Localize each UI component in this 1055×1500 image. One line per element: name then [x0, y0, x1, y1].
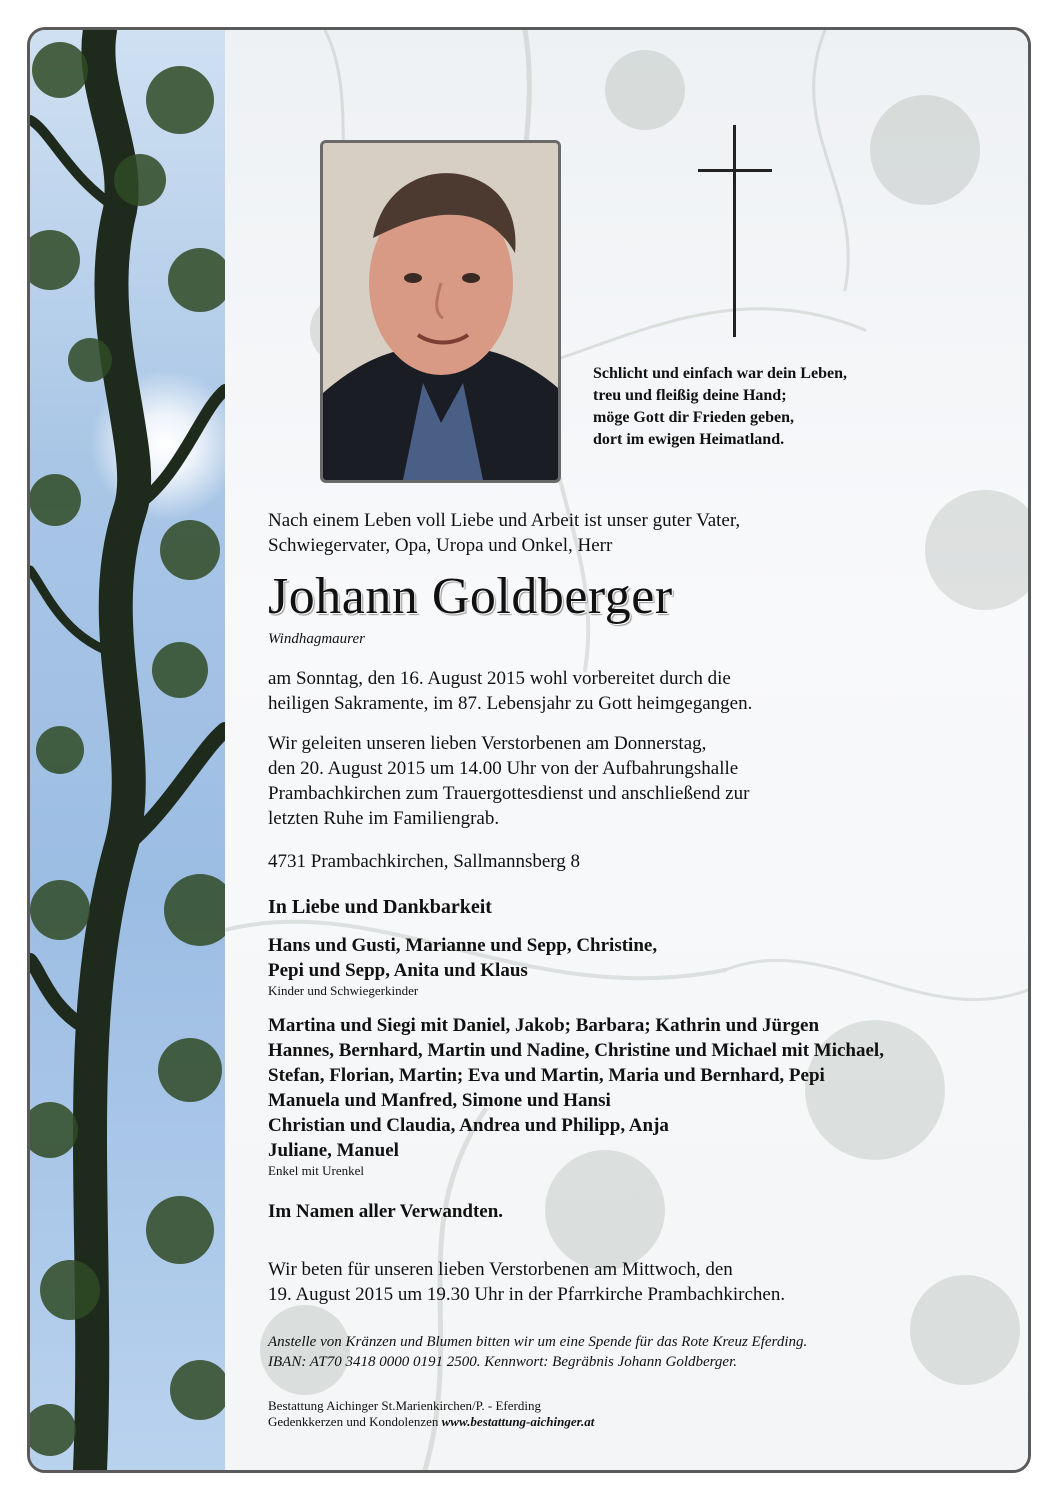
condolence-line	[268, 1414, 1008, 1430]
grandchildren-line: Juliane, Manuel	[268, 1140, 399, 1161]
address: 4731 Prambachkirchen, Sallmannsberg 8	[268, 851, 581, 872]
donation-line: Anstelle von Kränzen und Blumen bitten wir um eine Spende für das Rote Kreuz Eferding.	[268, 1334, 808, 1350]
prayer-line: 19. August 2015 um 19.30 Uhr in der Pfarrkirche Prambachkirchen.	[268, 1284, 786, 1305]
prayer-notice	[268, 1257, 1008, 1307]
relatives: Im Namen aller Verwandten.	[268, 1201, 504, 1222]
death-notice	[268, 666, 1008, 716]
grandchildren	[268, 1013, 1008, 1179]
footer	[268, 1398, 1008, 1430]
condolence-prefix: Gedenkkerzen und Kondolenzen	[268, 1414, 439, 1429]
donation-line: IBAN: AT70 3418 0000 0191 2500. Kennwort: Begräbnis Johann Goldberger.	[268, 1354, 738, 1370]
obituary-card	[27, 27, 1031, 1473]
children-line: Pepi und Sepp, Anita und Klaus	[268, 960, 528, 981]
intro-line: Nach einem Leben voll Liebe und Arbeit ist unser guter Vater,	[268, 510, 741, 531]
grandchildren-line: Manuela und Manfred, Simone und Hansi	[268, 1090, 611, 1111]
donation-notice	[268, 1332, 1008, 1372]
grandchildren-line: Stefan, Florian, Martin; Eva und Martin, Maria und Bernhard, Pepi	[268, 1065, 825, 1086]
children-line: Hans und Gusti, Marianne und Sepp, Christine,	[268, 935, 658, 956]
children	[268, 933, 1008, 999]
funeral-line: Prambachkirchen zum Trauergottesdienst und anschließend zur	[268, 783, 750, 804]
obituary-text	[268, 508, 1008, 1430]
poem-line: Schlicht und einfach war dein Leben,	[593, 365, 847, 382]
death-line: am Sonntag, den 16. August 2015 wohl vorbereitet durch die	[268, 668, 731, 689]
funeral-line: letzten Ruhe im Familiengrab.	[268, 808, 500, 829]
poem-line: treu und fleißig deine Hand;	[593, 387, 787, 404]
tree-photo	[30, 30, 225, 1470]
funeral-notice	[268, 731, 1008, 831]
intro	[268, 508, 1008, 558]
grandchildren-line: Christian und Claudia, Andrea und Philipp, Anja	[268, 1115, 669, 1136]
gratitude-heading: In Liebe und Dankbarkeit	[268, 896, 492, 918]
grandchildren-line: Martina und Siegi mit Daniel, Jakob; Barbara; Kathrin und Jürgen	[268, 1015, 820, 1036]
prayer-line: Wir beten für unseren lieben Verstorbenen am Mittwoch, den	[268, 1259, 733, 1280]
portrait-photo	[320, 140, 561, 483]
cross-icon	[698, 125, 772, 337]
funeral-line: Wir geleiten unseren lieben Verstorbenen am Donnerstag,	[268, 733, 707, 754]
death-line: heiligen Sakramente, im 87. Lebensjahr zu Gott heimgegangen.	[268, 693, 753, 714]
undertaker: Bestattung Aichinger St.Marienkirchen/P. - Eferding	[268, 1398, 541, 1413]
poem-line: möge Gott dir Frieden geben,	[593, 409, 795, 426]
funeral-line: den 20. August 2015 um 14.00 Uhr von der Aufbahrungshalle	[268, 758, 739, 779]
nickname: Windhagmaurer	[268, 631, 365, 647]
website-link[interactable]: www.bestattung-aichinger.at	[441, 1414, 595, 1429]
children-label: Kinder und Schwiegerkinder	[268, 983, 419, 998]
grandchildren-line: Hannes, Bernhard, Martin und Nadine, Christine und Michael mit Michael,	[268, 1040, 884, 1061]
grandchildren-label: Enkel mit Urenkel	[268, 1163, 365, 1178]
poem	[593, 363, 847, 451]
deceased-name: Johann Goldberger	[268, 568, 673, 625]
intro-line: Schwiegervater, Opa, Uropa und Onkel, Herr	[268, 535, 613, 556]
poem-line: dort im ewigen Heimatland.	[593, 431, 785, 448]
